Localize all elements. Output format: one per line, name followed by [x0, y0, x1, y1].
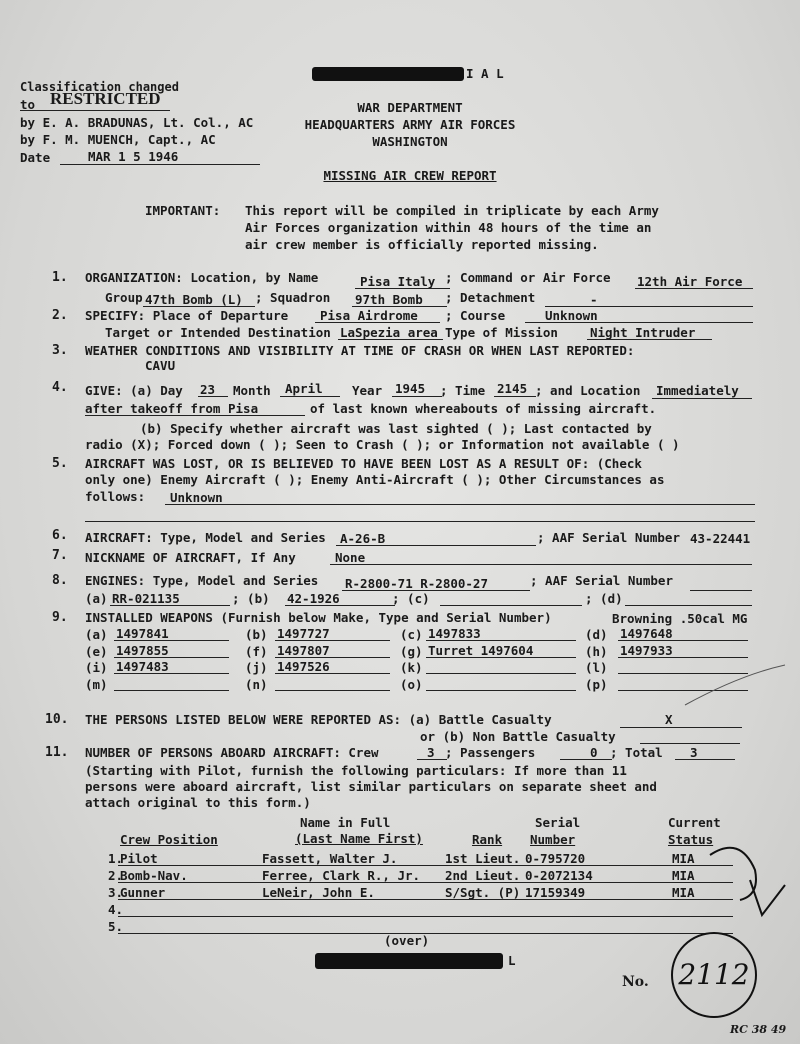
reclassified-by-1: by E. A. BRADUNAS, Lt. Col., AC [20, 115, 254, 130]
circled-number-stamp [668, 928, 764, 1022]
header-tail: I A L [466, 66, 504, 81]
washington: WASHINGTON [372, 134, 448, 149]
item-4-time-label: ; Time [440, 383, 486, 398]
weapon-serial: 1497833 [428, 626, 481, 641]
item-2-course-label: ; Course [445, 308, 506, 323]
crew-serial: 17159349 [525, 885, 586, 900]
crew-status: MIA [672, 851, 695, 866]
crew-name: LeNeir, John E. [262, 885, 375, 900]
weapon-underline [275, 690, 390, 691]
item-2-mission: Night Intruder [590, 325, 696, 340]
important-line-1: This report will be compiled in triplicate by each Army [245, 203, 659, 218]
weapon-label: (l) [585, 660, 608, 675]
report-title: MISSING AIR CREW REPORT [323, 168, 497, 183]
crew-name: Fassett, Walter J. [262, 851, 398, 866]
item-6-label: AIRCRAFT: Type, Model and Series [85, 530, 326, 545]
crew-row-number: 3. [108, 885, 124, 900]
important-label: IMPORTANT: [145, 203, 221, 218]
item-7-value: None [335, 550, 366, 565]
restricted-stamp: RESTRICTED [50, 89, 161, 108]
weapon-serial: Turret 1497604 [428, 643, 534, 658]
item-4-month-label: Month [233, 383, 271, 398]
weapon-underline [275, 640, 390, 641]
item-1-squadron-label: ; Squadron [255, 290, 331, 305]
item-5-line-2: only one) Enemy Aircraft ( ); Enemy Anti-Aircraft ( ); Other Circumstances as [85, 472, 665, 487]
weapon-underline [114, 690, 229, 691]
weapon-underline [114, 640, 229, 641]
pencil-stroke [680, 660, 790, 710]
item-11-line-2: (Starting with Pilot, furnish the following particulars: If more than 11 [85, 763, 627, 778]
crew-status: MIA [672, 868, 695, 883]
weapon-underline [618, 657, 748, 658]
item-1-location: Pisa Italy [360, 274, 436, 289]
item-4-number: 4. [52, 380, 68, 395]
item-3-label: WEATHER CONDITIONS AND VISIBILITY AT TIME OF CRASH OR WHEN LAST REPORTED: [85, 343, 635, 358]
item-8-b: 42-1926 [287, 591, 340, 606]
item-4-time: 2145 [497, 381, 528, 396]
weapon-label: (b) [245, 627, 268, 642]
col-serial-top: Serial [535, 815, 581, 830]
col-status-top: Current [668, 815, 721, 830]
item-2-label: SPECIFY: Place of Departure [85, 308, 289, 323]
item-5-line-1: AIRCRAFT WAS LOST, OR IS BELIEVED TO HAVE BEEN LOST AS A RESULT OF: (Check [85, 456, 642, 471]
classification-line: Classification changed [20, 80, 179, 94]
item-1-group-label: Group [105, 290, 143, 305]
item-8-number: 8. [52, 573, 68, 588]
corner-code: RC 38 49 [730, 1023, 787, 1036]
item-2-target-label: Target or Intended Destination [105, 325, 331, 340]
weapon-label: (h) [585, 644, 608, 659]
crew-name: Ferree, Clark R., Jr. [262, 868, 421, 883]
weapon-underline [426, 690, 576, 691]
item-4-location-1: Immediately [656, 383, 739, 398]
item-10-battle-casualty: X [665, 712, 673, 727]
item-1-command: 12th Air Force [637, 274, 743, 289]
item-4-day: 23 [200, 382, 216, 397]
weapon-serial: 1497727 [277, 626, 330, 641]
crew-position: Gunner [120, 885, 166, 900]
item-4-year-label: Year [352, 383, 383, 398]
item-6-type: A-26-B [340, 531, 386, 546]
crew-row-number: 5. [108, 919, 124, 934]
item-11-line-4: attach original to this form.) [85, 795, 311, 810]
crew-row-underline [118, 865, 733, 866]
item-9-make: Browning .50cal MG [612, 611, 748, 626]
weapon-label: (m) [85, 677, 108, 692]
item-1-detachment-label: ; Detachment [445, 290, 536, 305]
item-11-line-3: persons were aboard aircraft, list similar particulars on separate sheet and [85, 779, 657, 794]
item-2-place: Pisa Airdrome [320, 308, 418, 323]
crew-row-underline [118, 899, 733, 900]
item-10-nonbattle-label: or (b) Non Battle Casualty [420, 729, 616, 744]
item-2-number: 2. [52, 308, 68, 323]
item-6-serial-label: ; AAF Serial Number [537, 530, 680, 545]
item-8-a: RR-021135 [112, 591, 180, 606]
item-4-location-tail: of last known whereabouts of missing aircraft. [310, 401, 657, 416]
crew-rank: S/Sgt. (P) [445, 885, 521, 900]
weapon-label: (e) [85, 644, 108, 659]
item-5-number: 5. [52, 456, 68, 471]
crew-serial: 0-2072134 [525, 868, 593, 883]
weapon-label: (o) [400, 677, 423, 692]
crew-rank: 2nd Lieut. [445, 868, 521, 883]
item-1-group: 47th Bomb (L) [145, 292, 243, 307]
footer-tail: L [508, 953, 516, 968]
number-label: No. [622, 974, 649, 990]
weapon-label: (c) [400, 627, 423, 642]
weapon-label: (f) [245, 644, 268, 659]
date-label: Date [20, 150, 51, 165]
item-4-location-label: ; and Location [535, 383, 641, 398]
item-11-pass-label: ; Passengers [445, 745, 536, 760]
item-5-follows-label: follows: [85, 489, 146, 504]
crew-position: Bomb-Nav. [120, 868, 188, 883]
weapon-serial: 1497855 [116, 643, 169, 658]
crew-row-number: 4. [108, 902, 124, 917]
item-11-pass: 0 [590, 745, 598, 760]
item-2-mission-label: Type of Mission [445, 325, 558, 340]
weapon-label: (d) [585, 627, 608, 642]
item-1-number: 1. [52, 270, 68, 285]
item-4-year: 1945 [395, 381, 426, 396]
item-10-label: THE PERSONS LISTED BELOW WERE REPORTED AS: (a) Battle Casualty [85, 712, 552, 727]
item-7-number: 7. [52, 548, 68, 563]
col-name-bottom: (Last Name First) [295, 831, 423, 846]
crew-position: Pilot [120, 851, 158, 866]
circled-number: 2112 [678, 958, 750, 991]
crew-row-underline [118, 916, 733, 917]
important-line-2: Air Forces organization within 48 hours of the time an [245, 220, 652, 235]
over-note: (over) [384, 933, 430, 948]
item-4-month: April [285, 381, 323, 396]
weapon-serial: 1497841 [116, 626, 169, 641]
reclassified-by-2: by F. M. MUENCH, Capt., AC [20, 132, 216, 147]
item-4b-line-2: radio (X); Forced down ( ); Seen to Crash ( ); or Information not available ( ) [85, 437, 680, 452]
col-position: Crew Position [120, 832, 218, 847]
weapon-label: (j) [245, 660, 268, 675]
item-8-d-label: ; (d) [585, 591, 623, 606]
item-3-number: 3. [52, 343, 68, 358]
item-1-label: ORGANIZATION: Location, by Name [85, 270, 319, 285]
item-11-number: 11. [45, 745, 69, 760]
classification-to-label: to [20, 97, 36, 112]
item-1-command-label: ; Command or Air Force [445, 270, 611, 285]
item-8-label: ENGINES: Type, Model and Series [85, 573, 319, 588]
item-1-detachment: - [590, 292, 598, 307]
col-status-bottom: Status [668, 832, 714, 847]
weapon-underline [114, 673, 229, 674]
weapon-label: (i) [85, 660, 108, 675]
crew-row-underline [118, 882, 733, 883]
weapon-underline [275, 657, 390, 658]
weapon-serial: 1497526 [277, 659, 330, 674]
important-line-3: air crew member is officially reported missing. [245, 237, 599, 252]
crew-rank: 1st Lieut. [445, 851, 521, 866]
col-rank: Rank [472, 832, 503, 847]
weapon-underline [618, 640, 748, 641]
weapon-serial: 1497483 [116, 659, 169, 674]
weapon-underline [426, 673, 576, 674]
item-8-serial-label: ; AAF Serial Number [530, 573, 673, 588]
item-8-model: R-2800-71 R-2800-27 [345, 576, 488, 591]
item-8-c-label: ; (c) [392, 591, 430, 606]
col-name-top: Name in Full [300, 815, 391, 830]
crew-status: MIA [672, 885, 695, 900]
weapon-serial: 1497933 [620, 643, 673, 658]
weapon-label: (n) [245, 677, 268, 692]
hq-aaf: HEADQUARTERS ARMY AIR FORCES [304, 117, 516, 132]
weapon-label: (a) [85, 627, 108, 642]
weapon-underline [275, 673, 390, 674]
item-5-other: Unknown [170, 490, 223, 505]
item-11-label: NUMBER OF PERSONS ABOARD AIRCRAFT: Crew [85, 745, 379, 760]
weapon-serial: 1497807 [277, 643, 330, 658]
weapon-label: (g) [400, 644, 423, 659]
item-11-total: 3 [690, 745, 698, 760]
date-value: MAR 1 5 1946 [88, 149, 179, 164]
crew-row-number: 2. [108, 868, 124, 883]
item-3-value: CAVU [145, 358, 176, 373]
weapon-label: (p) [585, 677, 608, 692]
handwritten-check-mark [700, 840, 795, 920]
item-8-a-label: (a) [85, 591, 108, 606]
weapon-serial: 1497648 [620, 626, 673, 641]
weapon-underline [426, 640, 576, 641]
item-1-squadron: 97th Bomb [355, 292, 423, 307]
item-11-total-label: ; Total [610, 745, 663, 760]
item-9-number: 9. [52, 610, 68, 625]
item-6-number: 6. [52, 528, 68, 543]
item-4-location-2: after takeoff from Pisa [85, 401, 259, 416]
war-department: WAR DEPARTMENT [357, 100, 463, 115]
item-4-day-label: GIVE: (a) Day [85, 383, 183, 398]
redaction-bar-bottom [315, 953, 503, 969]
item-6-serial: 43-22441 [690, 531, 751, 546]
item-11-crew: 3 [427, 745, 435, 760]
redaction-bar-top [312, 67, 464, 81]
weapon-underline [114, 657, 229, 658]
item-4b-line-1: (b) Specify whether aircraft was last sighted ( ); Last contacted by [140, 421, 652, 436]
item-2-target: LaSpezia area [340, 325, 438, 340]
item-10-number: 10. [45, 712, 69, 727]
item-2-course: Unknown [545, 308, 598, 323]
crew-serial: 0-795720 [525, 851, 586, 866]
item-7-label: NICKNAME OF AIRCRAFT, If Any [85, 550, 296, 565]
weapon-label: (k) [400, 660, 423, 675]
item-9-label: INSTALLED WEAPONS (Furnish below Make, Type and Serial Number) [85, 610, 552, 625]
item-8-b-label: ; (b) [232, 591, 270, 606]
col-serial-bottom: Number [530, 832, 576, 847]
weapon-underline [426, 657, 576, 658]
crew-row-number: 1. [108, 851, 124, 866]
